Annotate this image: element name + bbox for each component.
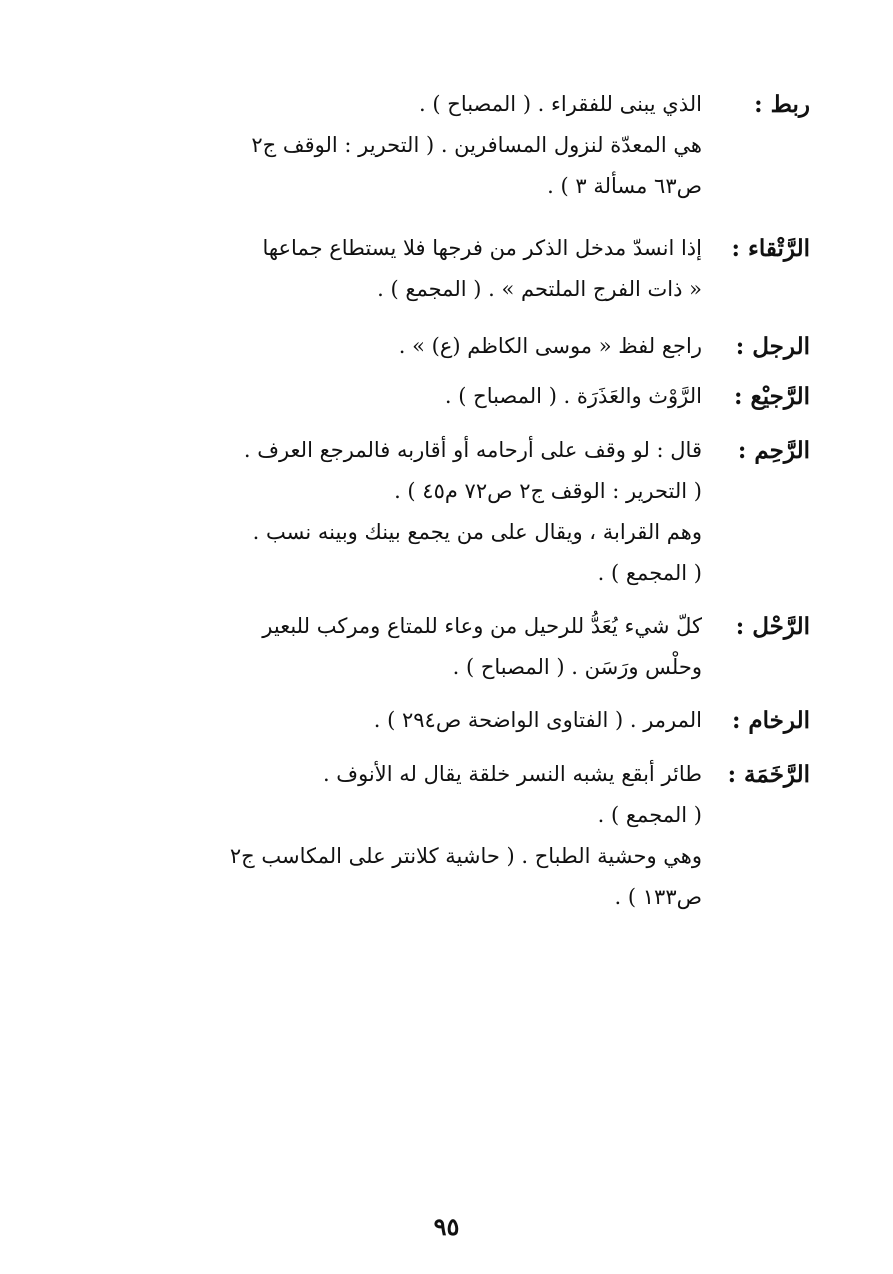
- definition-line: الرَّوْث والعَذَرَة . ( المصباح ) .: [444, 384, 702, 408]
- entry-ribat: [90, 84, 810, 207]
- entry-definition: [90, 326, 702, 367]
- definition-line: ( التحرير : الوقف ج٢ ص٧٢ م٤٥ ) .: [394, 479, 702, 503]
- entry-term: الرَّخَمَة :: [727, 761, 810, 788]
- entry-definition: [90, 84, 702, 207]
- definition-line: وهي وحشية الطباح . ( حاشية كلانتر على المكاسب ج٢: [229, 844, 702, 868]
- definition-line: « ذات الفرج الملتحم » . ( المجمع ) .: [377, 277, 702, 301]
- definition-line: قال : لو وقف على أرحامه أو أقاربه فالمرجع العرف .: [243, 438, 702, 462]
- entry-term: الرَّحْل :: [735, 613, 810, 640]
- entry-term: الرجل :: [735, 333, 810, 360]
- entry-term: ربط :: [754, 91, 810, 118]
- entry-term: الرَّحِم :: [737, 437, 810, 464]
- entry-definition: [90, 754, 702, 918]
- definition-line: المرمر . ( الفتاوى الواضحة ص٢٩٤ ) .: [373, 708, 702, 732]
- definition-line: طائر أبقع يشبه النسر خلقة يقال له الأنوف .: [322, 762, 702, 786]
- entry-rahl: [90, 606, 810, 688]
- entry-definition: [90, 376, 702, 417]
- definition-line: وهم القرابة ، ويقال على من يجمع بينك وبينه نسب .: [252, 520, 702, 544]
- definition-line: هي المعدّة لنزول المسافرين . ( التحرير : الوقف ج٢: [251, 133, 702, 157]
- entry-term: الرخام :: [731, 707, 810, 734]
- entry-definition: [90, 700, 702, 741]
- definition-line: إذا انسدّ مدخل الذكر من فرجها فلا يستطاع جماعها: [262, 236, 702, 260]
- entry-definition: [90, 228, 702, 310]
- definition-line: كلّ شيء يُعَدُّ للرحيل من وعاء للمتاع ومركب للبعير: [262, 614, 702, 638]
- entry-term: الرَّجيْع :: [734, 383, 810, 410]
- definition-line: ص١٣٣ ) .: [614, 885, 702, 909]
- entry-definition: [90, 606, 702, 688]
- definition-line: ( المجمع ) .: [597, 803, 702, 827]
- definition-line: ( المجمع ) .: [597, 561, 702, 585]
- definition-line: وحلْس ورَسَن . ( المصباح ) .: [452, 655, 702, 679]
- entry-ratqa: [90, 228, 810, 310]
- entry-rajee: [90, 376, 810, 417]
- entry-rukham: [90, 700, 810, 741]
- entry-definition: [90, 430, 702, 594]
- entry-term: الرَّتْقاء :: [731, 235, 810, 262]
- definition-line: راجع لفظ « موسى الكاظم (ع) » .: [398, 334, 702, 358]
- definition-line: الذي يبنى للفقراء . ( المصباح ) .: [419, 92, 702, 116]
- page-number: ٩٥: [433, 1212, 460, 1241]
- definition-line: ص٦٣ مسألة ٣ ) .: [547, 174, 702, 198]
- entry-rahim: [90, 430, 810, 594]
- entry-rajul: [90, 326, 810, 367]
- entry-rakhama: [90, 754, 810, 918]
